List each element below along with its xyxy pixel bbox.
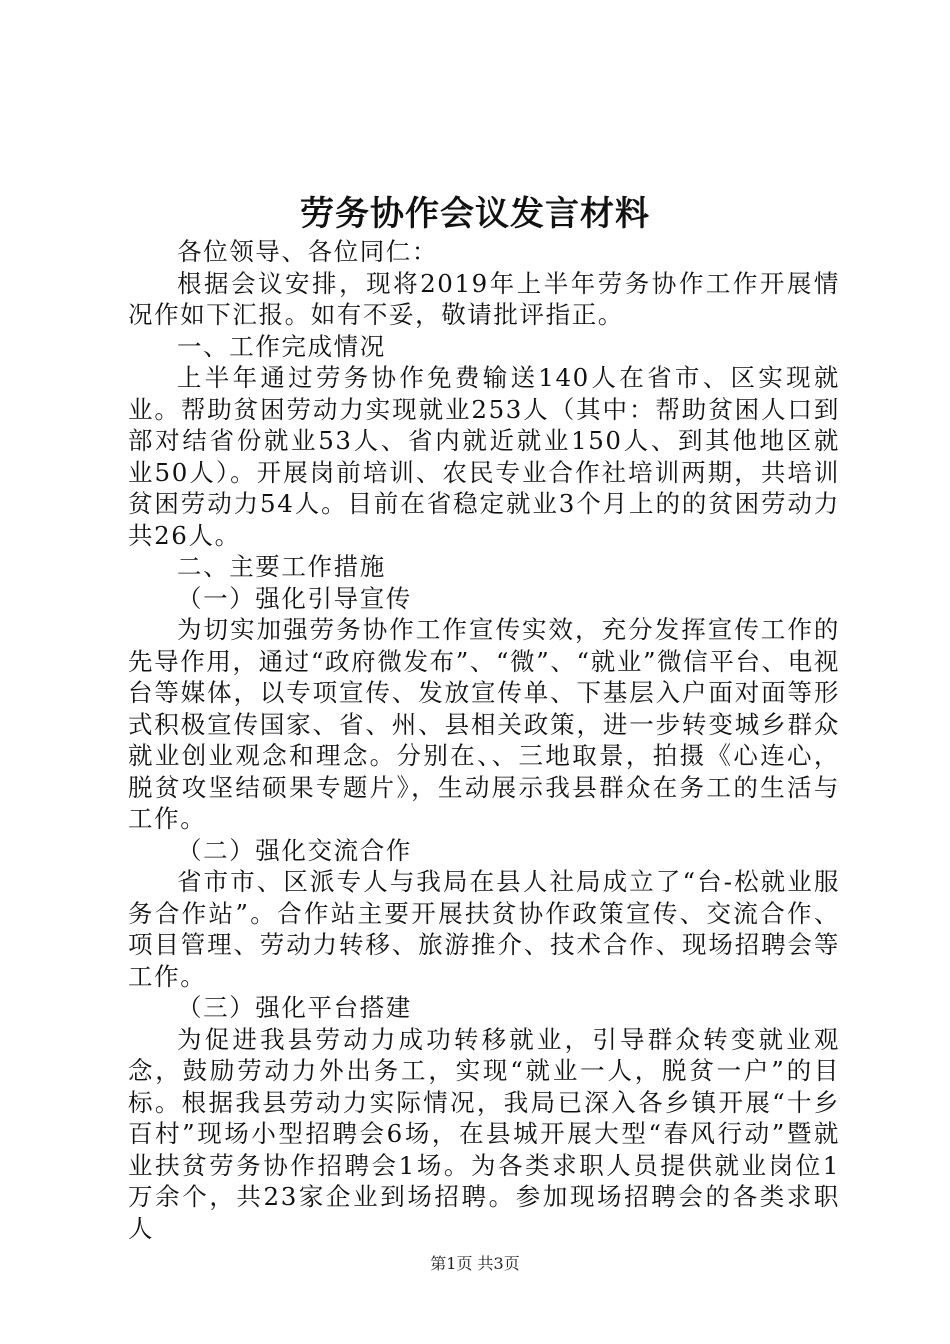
- work-completion-paragraph: 上半年通过劳务协作免费输送140人在省市、区实现就业。帮助贫困劳动力实现就业253人（其中：帮助贫困人口到部对结省份就业53人、省内就近就业150人、到其他地区就业50人）。开展岗前培训、农民专业合作社培训两期，共培训贫困劳动力54人。目前在省稳定就业3个月上的的贫困劳动力共26人。: [128, 363, 840, 550]
- subheading-2: （二）强化交流合作: [177, 835, 412, 865]
- publicity-paragraph: 为切实加强劳务协作工作宣传实效，充分发挥宣传工作的先导作用，通过“政府微发布”、“微”、“就业”微信平台、电视台等媒体，以专项宣传、发放宣传单、下基层入户面对面等形式积极宣传国家、省、州、县相关政策，进一步转变城乡群众就业创业观念和理念。分别在、、三地取景，拍摄《心连心，脱贫攻坚结硕果专题片》，生动展示我县群众在务工的生活与工作。: [128, 615, 840, 833]
- platform-paragraph: 为促进我县劳动力成功转移就业，引导群众转变就业观念，鼓励劳动力外出务工，实现“就业一人，脱贫一户”的目标。根据我县劳动力实际情况，我局已深入各乡镇开展“十乡百村”现场小型招聘会6场，在县城开展大型“春风行动”暨就业扶贫劳务协作招聘会1场。为各类求职人员提供就业岗位1万余个，共23家企业到场招聘。参加现场招聘会的各类求职人: [128, 1024, 840, 1243]
- salutation: 各位领导、各位同仁：: [177, 237, 438, 266]
- document-title: 劳务协作会议发言材料: [300, 194, 650, 234]
- document-body: [128, 236, 840, 1244]
- intro-paragraph: 根据会议安排，现将2019年上半年劳务协作工作开展情况作如下汇报。如有不妥，敬请批评指正。: [128, 268, 840, 329]
- subheading-1: （一）强化引导宣传: [177, 583, 412, 613]
- section-heading-2: 二、主要工作措施: [177, 552, 386, 581]
- cooperation-paragraph: 省市市、区派专人与我局在县人社局成立了“台-松就业服务合作站”。合作站主要开展扶贫协作政策宣传、交流合作、项目管理、劳动力转移、旅游推介、技术合作、现场招聘会等工作。: [128, 867, 840, 991]
- subheading-3: （三）强化平台搭建: [177, 993, 412, 1022]
- section-heading-1: 一、工作完成情况: [177, 331, 386, 361]
- page-footer: 第1页 共3页: [430, 1254, 520, 1273]
